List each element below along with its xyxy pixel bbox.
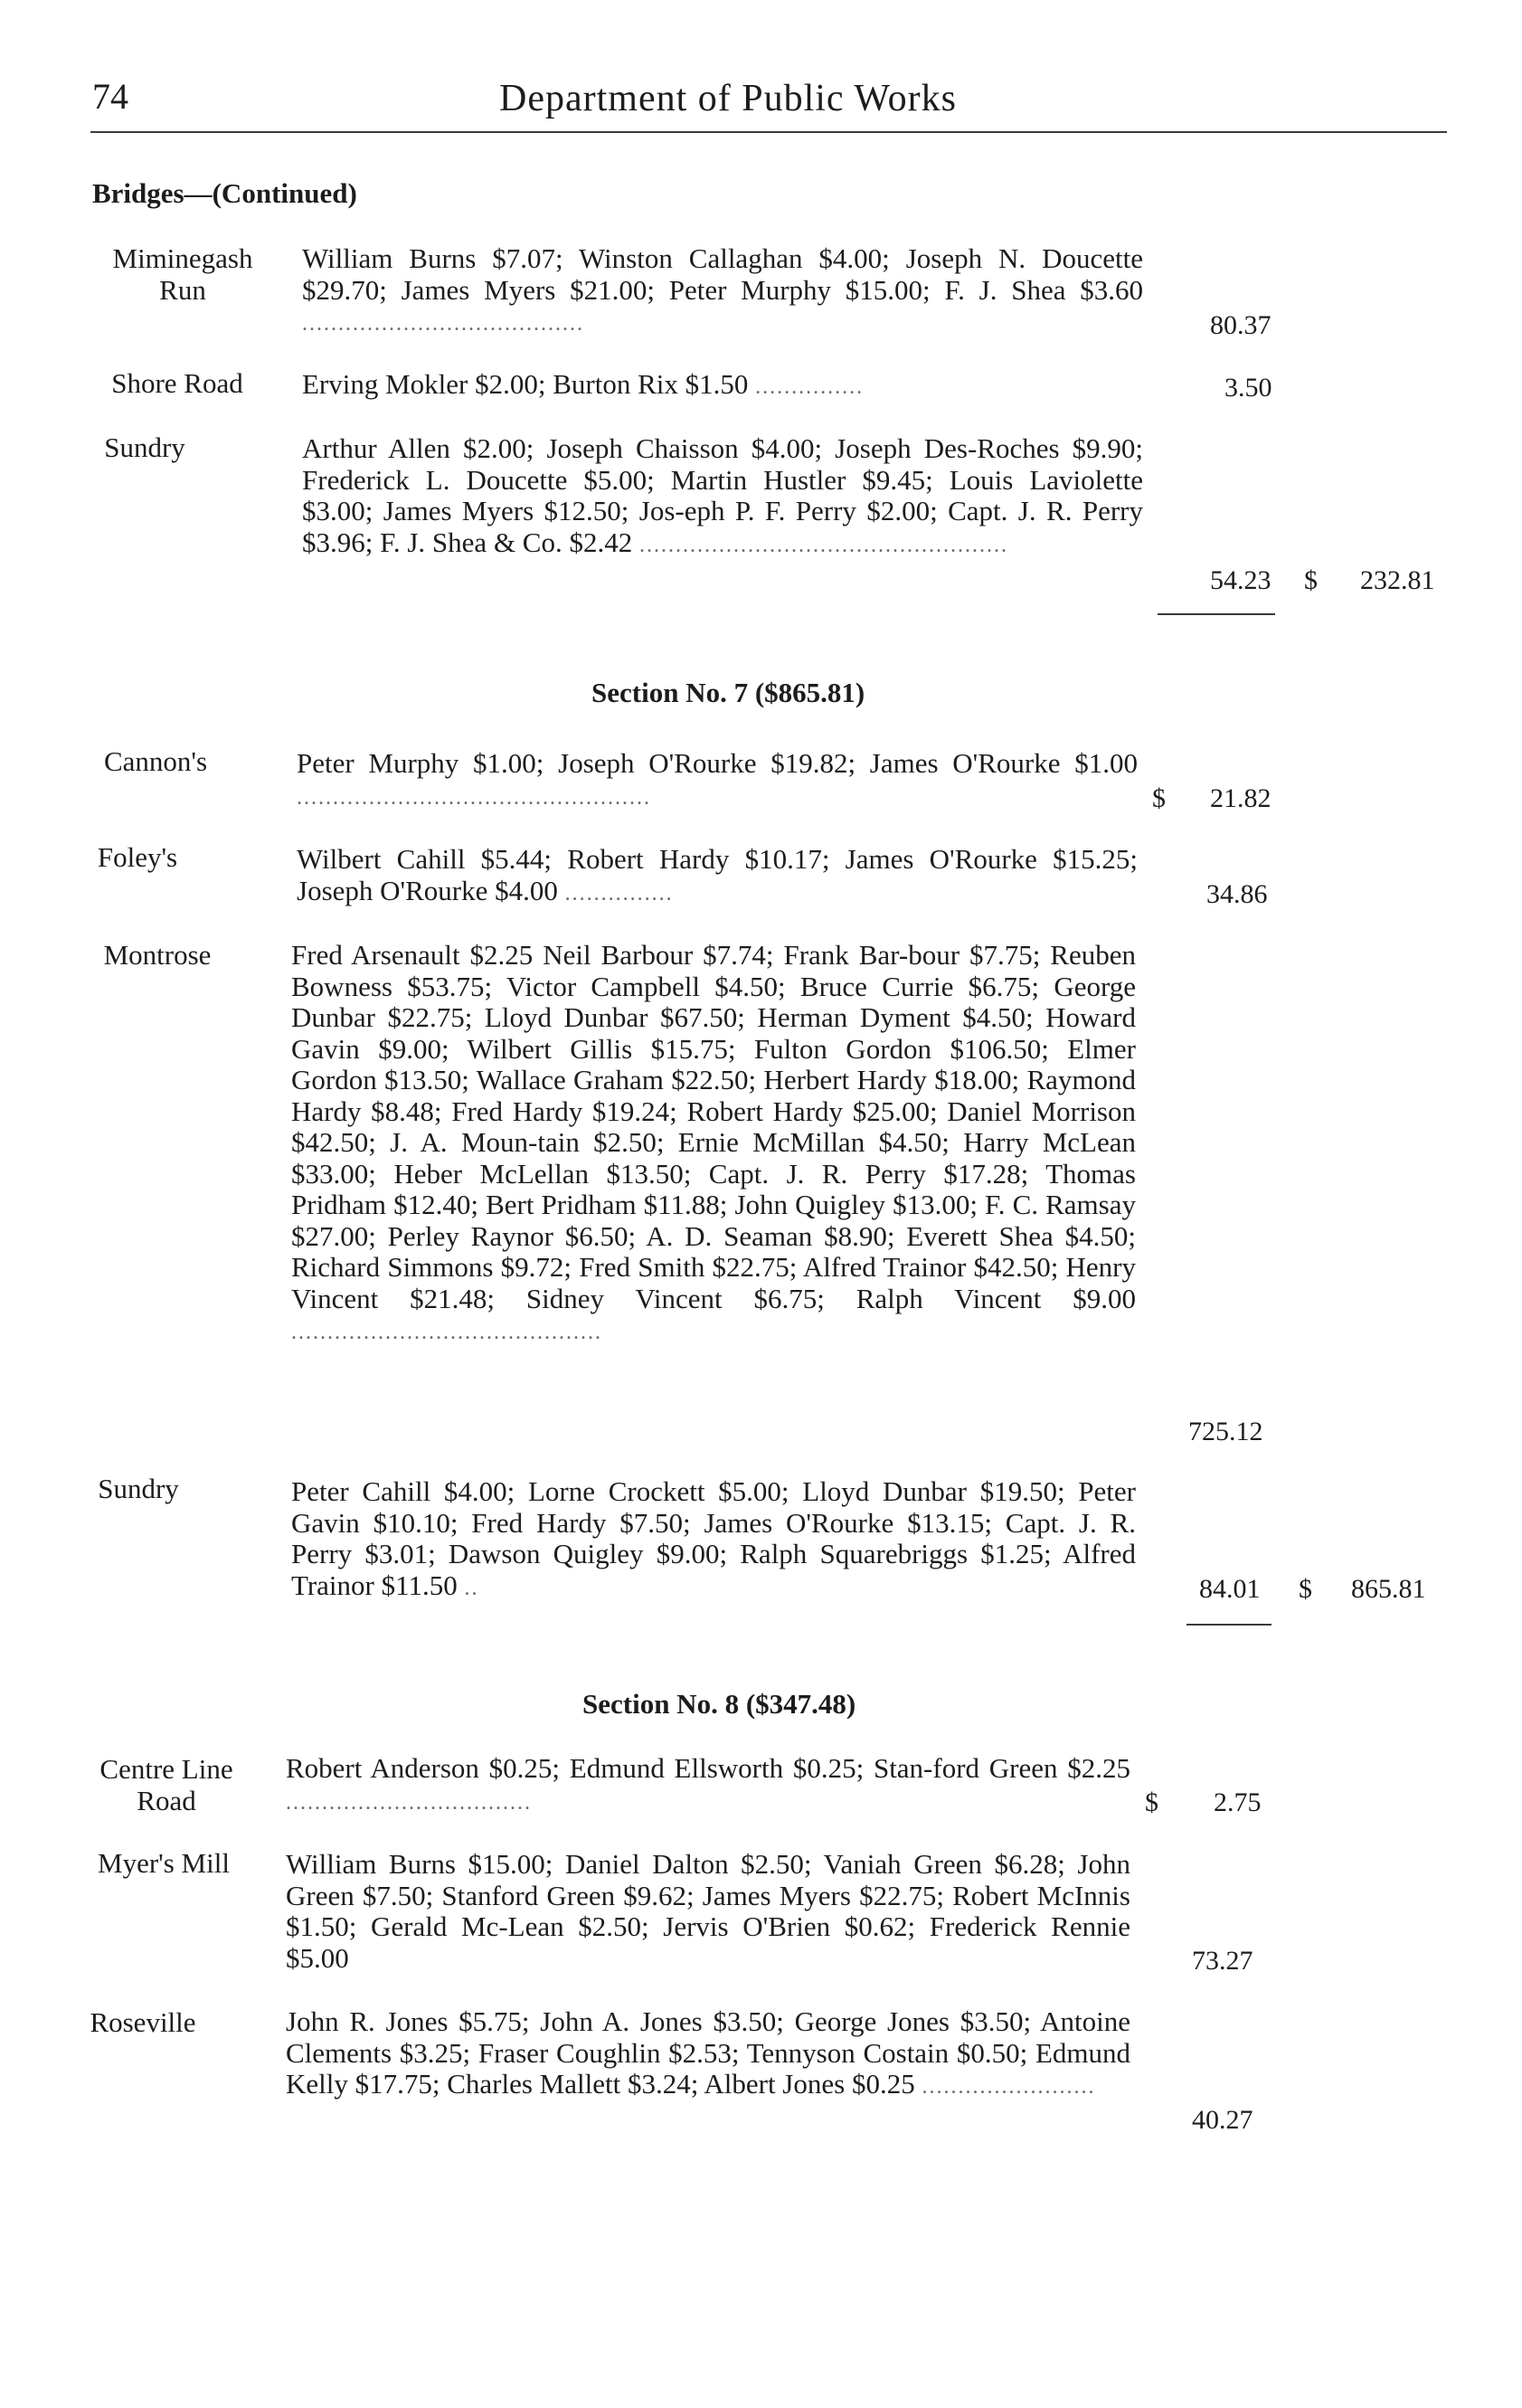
- entry-text: William Burns $7.07; Winston Callaghan $4.00; Joseph N. Doucette $29.70; James Myers $21.00; Peter Murphy $15.00; F. J. Shea $3.60 .......................................: [302, 242, 1143, 336]
- entry-text: Robert Anderson $0.25; Edmund Ellsworth $0.25; Stan-ford Green $2.25 ..................................: [286, 1752, 1130, 1815]
- entry-amount: 34.86: [1206, 879, 1268, 909]
- entry-text: Peter Murphy $1.00; Joseph O'Rourke $19.82; James O'Rourke $1.00 .................................................: [297, 747, 1138, 810]
- entry-label: Myer's Mill: [98, 1847, 230, 1879]
- entry-label: Sundry: [98, 1473, 179, 1504]
- entry-text: Wilbert Cahill $5.44; Robert Hardy $10.17; James O'Rourke $15.25; Joseph O'Rourke $4.00 ...............: [297, 843, 1138, 906]
- entry-text: Peter Cahill $4.00; Lorne Crockett $5.00; Lloyd Dunbar $19.50; Peter Gavin $10.10; Fred Hardy $7.50; James O'Rourke $13.15; Capt. J. R. Perry $3.01; Dawson Quigley $9.00; Ralph Squarebriggs $1.25; Alfred Trainor $11.50 ..: [291, 1475, 1136, 1601]
- entry-text: Erving Mokler $2.00; Burton Rix $1.50 ...............: [302, 368, 865, 400]
- total-dollar-sign: $: [1299, 1574, 1312, 1604]
- entry-amount: 3.50: [1224, 373, 1272, 403]
- entry-amount: 80.37: [1210, 310, 1271, 340]
- section-heading: Section No. 7 ($865.81): [591, 677, 865, 708]
- entry-label: Sundry: [104, 431, 185, 463]
- entry-label: Montrose: [103, 939, 212, 971]
- sum-rule: [1186, 1624, 1271, 1626]
- entry-dollar-sign: $: [1152, 783, 1166, 813]
- entry-text: Fred Arsenault $2.25 Neil Barbour $7.74; Frank Bar-bour $7.75; Reuben Bowness $53.75; Victor Campbell $4.50; Bruce Currie $6.75; George Dunbar $22.75; Lloyd Dunbar $67.50; Herman Dyment $4.50; Howard Gavin $9.00; Wilbert Gillis $15.75; Fulton Gordon $106.50; Elmer Gordon $13.50; Wallace Graham $22.50; Herbert Hardy $18.00; Raymond Hardy $8.48; Fred Hardy $19.24; Robert Hardy $25.00; Daniel Morrison $42.50; J. A. Moun-tain $2.50; Ernie McMillan $4.50; Harry McLean $33.00; Heber McLellan $13.50; Capt. J. R. Perry $17.28; Thomas Pridham $12.40; Bert Pridham $11.88; John Quigley $13.00; F. C. Ramsay $27.00; Perley Raynor $6.50; A. D. Seaman $8.90; Everett Shea $4.50; Richard Simmons $9.72; Fred Smith $22.75; Alfred Trainor $42.50; Henry Vincent $21.48; Sidney Vincent $6.75; Ralph Vincent $9.00 ...........................................: [291, 939, 1136, 1344]
- group-total: 232.81: [1360, 565, 1435, 595]
- total-dollar-sign: $: [1304, 565, 1318, 595]
- group-total: 865.81: [1351, 1574, 1426, 1604]
- entry-label: Foley's: [97, 841, 178, 873]
- entry-amount: 73.27: [1192, 1946, 1253, 1976]
- section-heading: Section No. 8 ($347.48): [582, 1688, 856, 1720]
- entry-label: Roseville: [90, 2006, 196, 2038]
- entry-label: Cannon's: [103, 745, 208, 777]
- entry-amount: 40.27: [1192, 2105, 1253, 2135]
- entry-text: John R. Jones $5.75; John A. Jones $3.50; George Jones $3.50; Antoine Clements $3.25; Fraser Coughlin $2.53; Tennyson Costain $0.50; Edmund Kelly $17.75; Charles Mallett $3.24; Albert Jones $0.25 ........................: [286, 2005, 1130, 2100]
- entry-text: Arthur Allen $2.00; Joseph Chaisson $4.00; Joseph Des-Roches $9.90; Frederick L. Doucette $5.00; Martin Hustler $9.45; Louis Laviolette $3.00; James Myers $12.50; Jos-eph P. F. Perry $2.00; Capt. J. R. Perry $3.96; F. J. Shea & Co. $2.42 ...................................................: [302, 432, 1143, 558]
- page-title: Department of Public Works: [499, 78, 957, 119]
- entry-amount: 84.01: [1199, 1574, 1261, 1604]
- entry-amount: 54.23: [1210, 565, 1271, 595]
- entry-amount: 21.82: [1210, 783, 1271, 813]
- bridges-heading: Bridges—(Continued): [92, 177, 357, 209]
- entry-label: Miminegash Run: [112, 242, 253, 306]
- header-rule: [90, 131, 1447, 133]
- page-number: 74: [92, 76, 128, 117]
- entry-amount: 2.75: [1214, 1787, 1262, 1817]
- entry-text: William Burns $15.00; Daniel Dalton $2.50; Vaniah Green $6.28; John Green $7.50; Stanford Green $9.62; James Myers $22.75; Robert McInnis $1.50; Gerald Mc-Lean $2.50; Jervis O'Brien $0.62; Frederick Rennie $5.00: [286, 1848, 1130, 1974]
- entry-dollar-sign: $: [1145, 1787, 1158, 1817]
- entry-label: Centre Line Road: [99, 1753, 233, 1816]
- entry-amount: 725.12: [1188, 1417, 1263, 1446]
- sum-rule: [1158, 613, 1275, 615]
- entry-label: Shore Road: [111, 367, 243, 399]
